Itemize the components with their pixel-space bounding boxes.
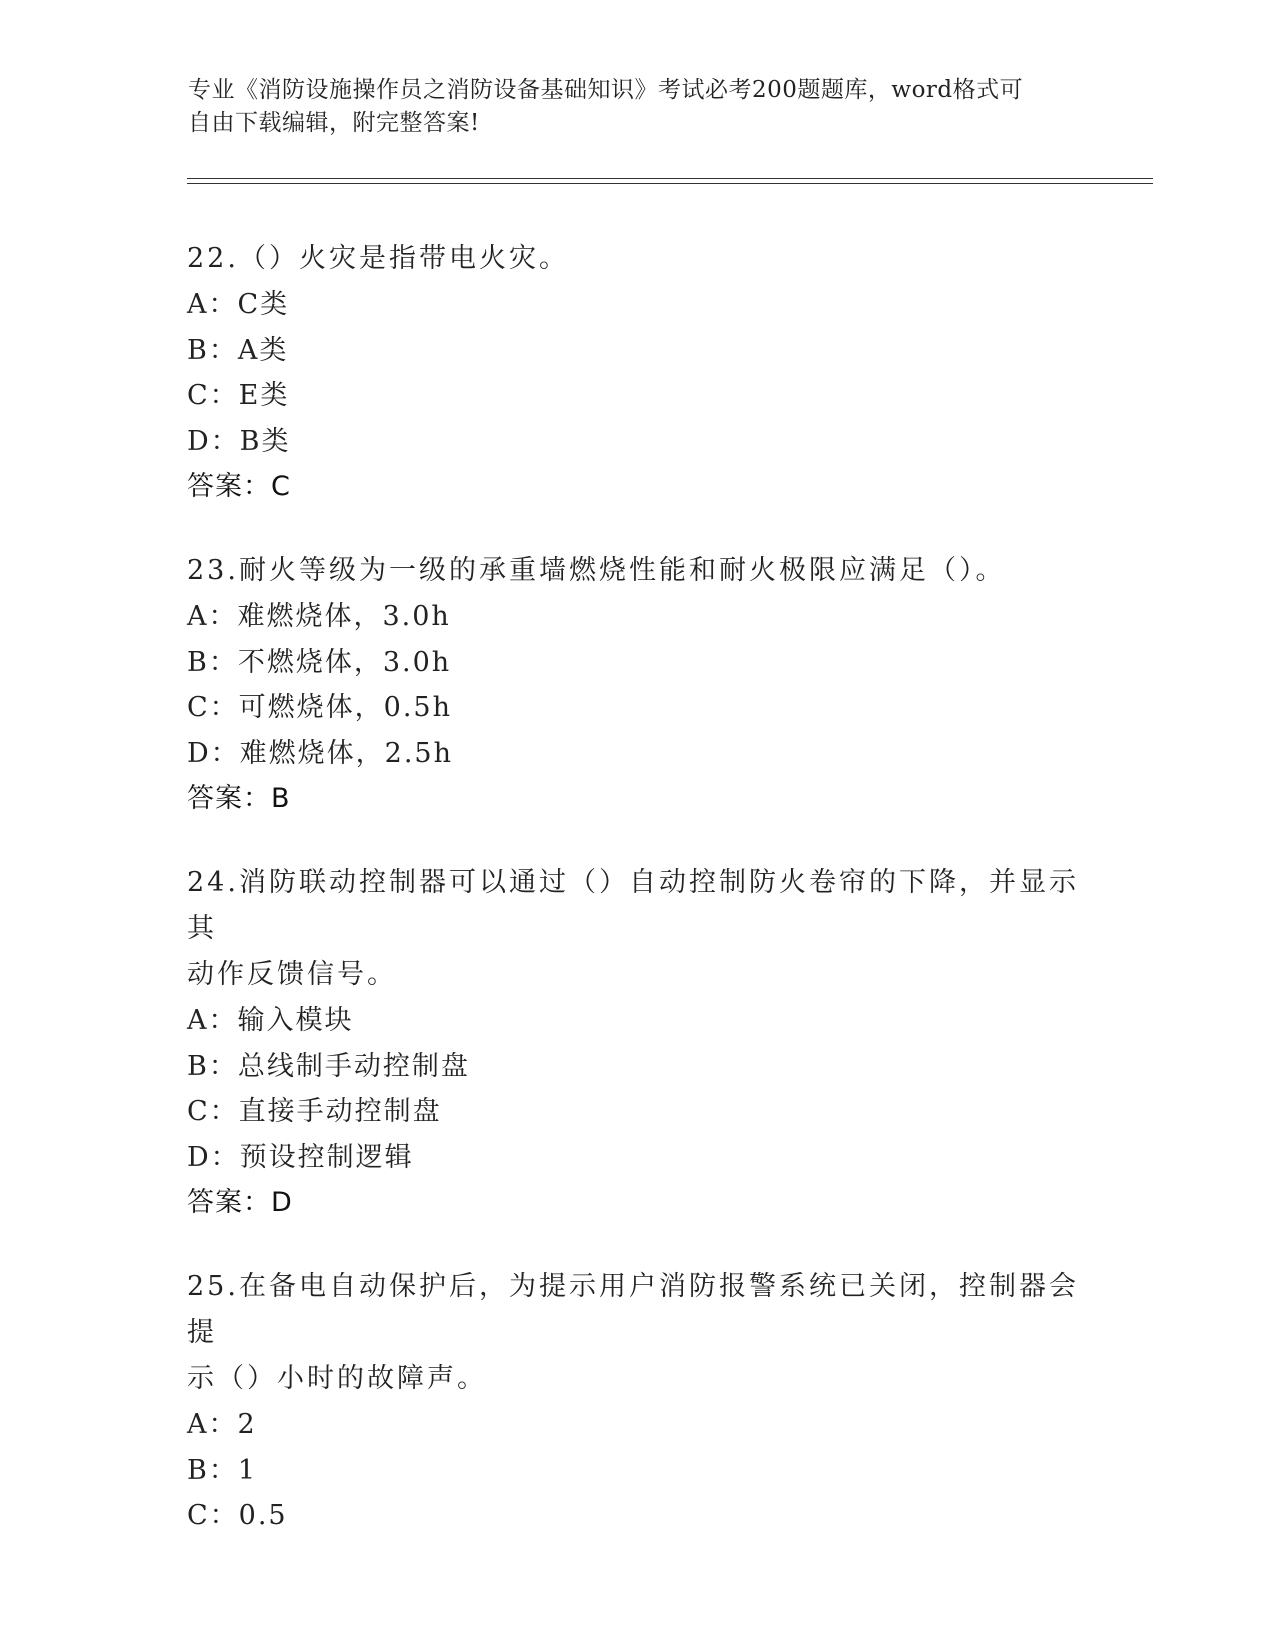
option-a: A：难燃烧体，3.0h bbox=[187, 601, 451, 632]
option-c: C：可燃烧体，0.5h bbox=[187, 692, 452, 723]
question-text: 23.耐火等级为一级的承重墙燃烧性能和耐火极限应满足（）。 bbox=[187, 555, 1006, 586]
option-d: D：难燃烧体，2.5h bbox=[187, 737, 453, 769]
option-a: A：C类 bbox=[187, 289, 290, 320]
option-b: B：不燃烧体，3.0h bbox=[187, 646, 452, 678]
question-text-line-1: 24.消防联动控制器可以通过（）自动控制防火卷帘的下降，并显示其 bbox=[187, 867, 1079, 944]
answer: 答案：D bbox=[187, 1187, 293, 1218]
document-header bbox=[188, 74, 1068, 140]
question-25 bbox=[187, 1264, 1087, 1539]
option-a: A：2 bbox=[187, 1409, 257, 1440]
option-a: A：输入模块 bbox=[187, 1005, 354, 1036]
option-d: D：预设控制逻辑 bbox=[187, 1141, 414, 1173]
answer: 答案：B bbox=[187, 783, 291, 814]
option-c: C：E类 bbox=[187, 380, 290, 411]
question-23 bbox=[187, 548, 1087, 822]
option-b: B：A类 bbox=[187, 334, 289, 366]
question-text-line-2: 动作反馈信号。 bbox=[187, 959, 397, 990]
question-text-line-1: 25.在备电自动保护后，为提示用户消防报警系统已关闭，控制器会提 bbox=[187, 1271, 1079, 1348]
header-line-1: 专业《消防设施操作员之消防设备基础知识》考试必考200题题库，word格式可 bbox=[188, 77, 1024, 103]
option-b: B：总线制手动控制盘 bbox=[187, 1050, 470, 1082]
option-b: B：1 bbox=[187, 1454, 258, 1486]
header-line-2: 自由下载编辑，附完整答案! bbox=[188, 110, 480, 136]
question-24 bbox=[187, 860, 1087, 1226]
option-c: C：直接手动控制盘 bbox=[187, 1096, 442, 1127]
header-divider-bottom bbox=[187, 183, 1153, 184]
option-d: D：B类 bbox=[187, 425, 291, 457]
question-list bbox=[187, 236, 1087, 1577]
question-22 bbox=[187, 236, 1087, 510]
header-divider-top bbox=[187, 178, 1153, 179]
answer: 答案：C bbox=[187, 471, 291, 502]
option-c: C：0.5 bbox=[187, 1500, 288, 1531]
question-text-line-2: 示（）小时的故障声。 bbox=[187, 1363, 487, 1394]
question-text: 22.（）火灾是指带电火灾。 bbox=[187, 243, 569, 274]
